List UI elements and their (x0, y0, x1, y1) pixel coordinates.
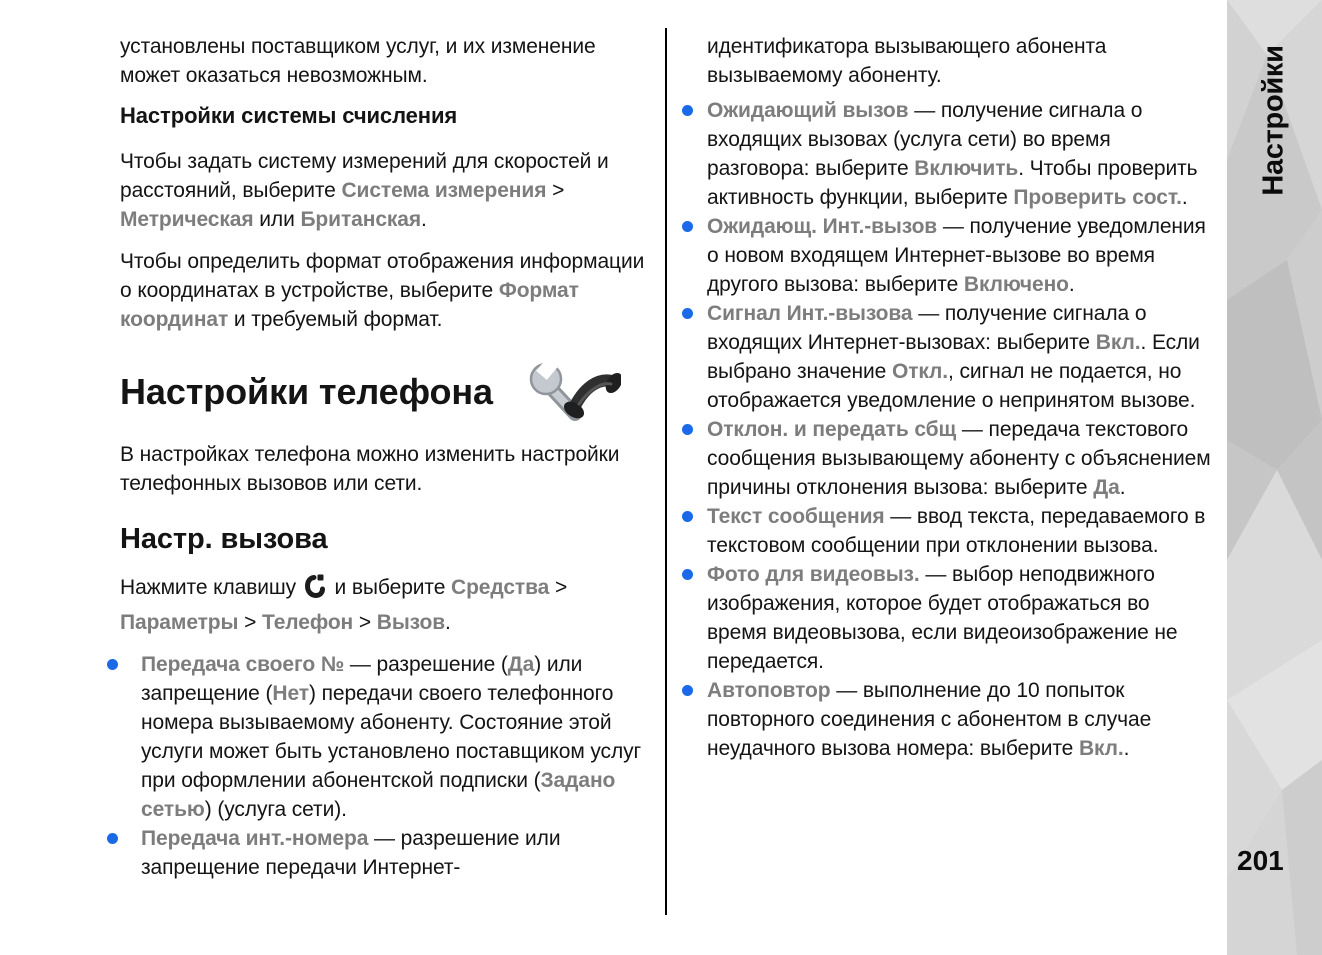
ui-term: Вызов (376, 611, 446, 634)
list-item (141, 824, 648, 882)
ui-term: Проверить сост. (1013, 186, 1182, 209)
ui-term: Телефон (262, 611, 354, 634)
ui-term: Метрическая (120, 208, 254, 231)
ui-term: Вкл. (1078, 737, 1124, 760)
heading-call-settings: Настр. вызова (120, 523, 328, 555)
text-run: > (238, 611, 263, 634)
ui-term: Задано сетью (141, 769, 616, 821)
ui-term: Британская (300, 208, 422, 231)
text-run: Чтобы задать систему измерений для скоростей и расстояний, выберите (120, 150, 609, 202)
ui-term: Ожидающ. Инт.-вызов (707, 215, 938, 238)
ui-term: Передача своего № (141, 653, 345, 676)
page-number: 201 (1237, 845, 1284, 876)
ui-term: Ожидающий вызов (707, 99, 909, 122)
text-run: > (546, 179, 565, 202)
text-run: — выбор неподвижного изображения, которое будет отображаться во время видеовызова, если видеоизображение не передается. (707, 563, 1178, 673)
ui-term: Отклон. и передать сбщ (707, 418, 957, 441)
text-run: . Если выбрано значение (707, 331, 1200, 383)
press-key-paragraph (120, 573, 648, 637)
ui-term: Фото для видеовыз. (707, 563, 920, 586)
text-run: идентификатора вызывающего абонента вызываемому абоненту. (707, 35, 1107, 87)
menu-key-icon (304, 573, 327, 608)
list-item (707, 676, 1212, 763)
ui-term: Сигнал Инт.-вызова (707, 302, 913, 325)
column-divider (665, 28, 667, 915)
text-run: — получение уведомления о новом входящем Интернет-вызове во время другого вызова: выберите (707, 215, 1206, 296)
text-run: . (1068, 273, 1075, 296)
text-run: установлены поставщиком услуг, и их изменение может оказаться невозможным. (120, 35, 596, 87)
text-run: > (353, 611, 377, 634)
intro-paragraph (120, 32, 648, 90)
list-item (707, 212, 1212, 299)
ui-term: Текст сообщения (707, 505, 885, 528)
chapter-heading-phone-settings (120, 360, 648, 424)
chapter-heading-text: Настройки телефона (120, 371, 493, 412)
measurement-paragraph (120, 147, 648, 234)
ui-term: Да (1093, 476, 1120, 499)
text-run: — получение сигнала о входящих Интернет-вызовах: выберите (707, 302, 1147, 354)
wrench-phone-icon (519, 360, 621, 424)
chapter-intro-paragraph (120, 440, 648, 498)
sidebar-label-wrap (1227, 15, 1322, 225)
text-run: ) (услуга сети). (204, 798, 347, 821)
text-run: . Чтобы проверить активность функции, выберите (707, 157, 1198, 209)
ui-term: Средства (451, 576, 550, 599)
text-run: — передача текстового сообщения вызывающему абоненту с объяснением причины отклонения вызова: выберите (707, 418, 1211, 499)
text-run: — получение сигнала о входящих вызовах (услуга сети) во время разговора: выберите (707, 99, 1143, 180)
ui-term: Система измерения (341, 179, 547, 202)
ui-term: Включить (914, 157, 1019, 180)
left-column (120, 32, 648, 882)
text-run: — выполнение до 10 попыток повторного соединения с абонентом в случае неудачного вызова номера: выберите (707, 679, 1152, 760)
right-bullet-list (686, 96, 1212, 763)
text-run: ) передачи своего телефонного номера вызываемому абоненту. Состояние этой услуги может быть установлено поставщиком услуг при оформлении абонентской подписки ( (141, 682, 642, 792)
continuation-paragraph (686, 32, 1212, 90)
ui-term: Включено (963, 273, 1069, 296)
ui-term: Вкл. (1095, 331, 1141, 354)
text-run: ) или запрещение ( (141, 653, 583, 705)
list-item (707, 560, 1212, 676)
list-item (707, 415, 1212, 502)
text-run: . (1181, 186, 1188, 209)
text-run: или (253, 208, 301, 231)
coordinates-paragraph (120, 247, 648, 334)
text-run: — ввод текста, передаваемого в текстовом сообщении при отклонении вызова. (707, 505, 1206, 557)
ui-term: Нет (272, 682, 309, 705)
list-item (707, 299, 1212, 415)
text-run: — разрешение ( (344, 653, 508, 676)
text-run: В настройках телефона можно изменить настройки телефонных вызовов или сети. (120, 443, 620, 495)
text-run: . (421, 208, 427, 231)
text-run: . (445, 611, 451, 634)
text-run: . (1123, 737, 1130, 760)
heading-number-system: Настройки системы счисления (120, 103, 458, 128)
ui-term: Откл. (891, 360, 949, 383)
list-item (707, 502, 1212, 560)
ui-term: Автоповтор (707, 679, 831, 702)
ui-term: Формат координат (120, 279, 579, 331)
text-run: и требуемый формат. (228, 308, 443, 331)
text-run: Чтобы определить формат отображения информации о координатах в устройстве, выберите (120, 250, 645, 302)
list-item (707, 96, 1212, 212)
text-run: . (1119, 476, 1126, 499)
text-run: Нажмите клавишу (120, 576, 302, 599)
ui-term: Передача инт.-номера (141, 827, 369, 850)
text-run: и выберите (328, 576, 452, 599)
ui-term: Параметры (120, 611, 239, 634)
left-bullet-list (120, 650, 648, 882)
sidebar-tab (1227, 0, 1322, 955)
sidebar-chapter-label: Настройки (1258, 44, 1290, 196)
ui-term: Да (507, 653, 535, 676)
text-run: , сигнал не подается, но отображается уведомление о непринятом вызове. (707, 360, 1196, 412)
list-item (141, 650, 648, 824)
text-run: > (549, 576, 568, 599)
text-run: — разрешение или запрещение передачи Интернет- (141, 827, 561, 879)
right-column (686, 32, 1212, 763)
